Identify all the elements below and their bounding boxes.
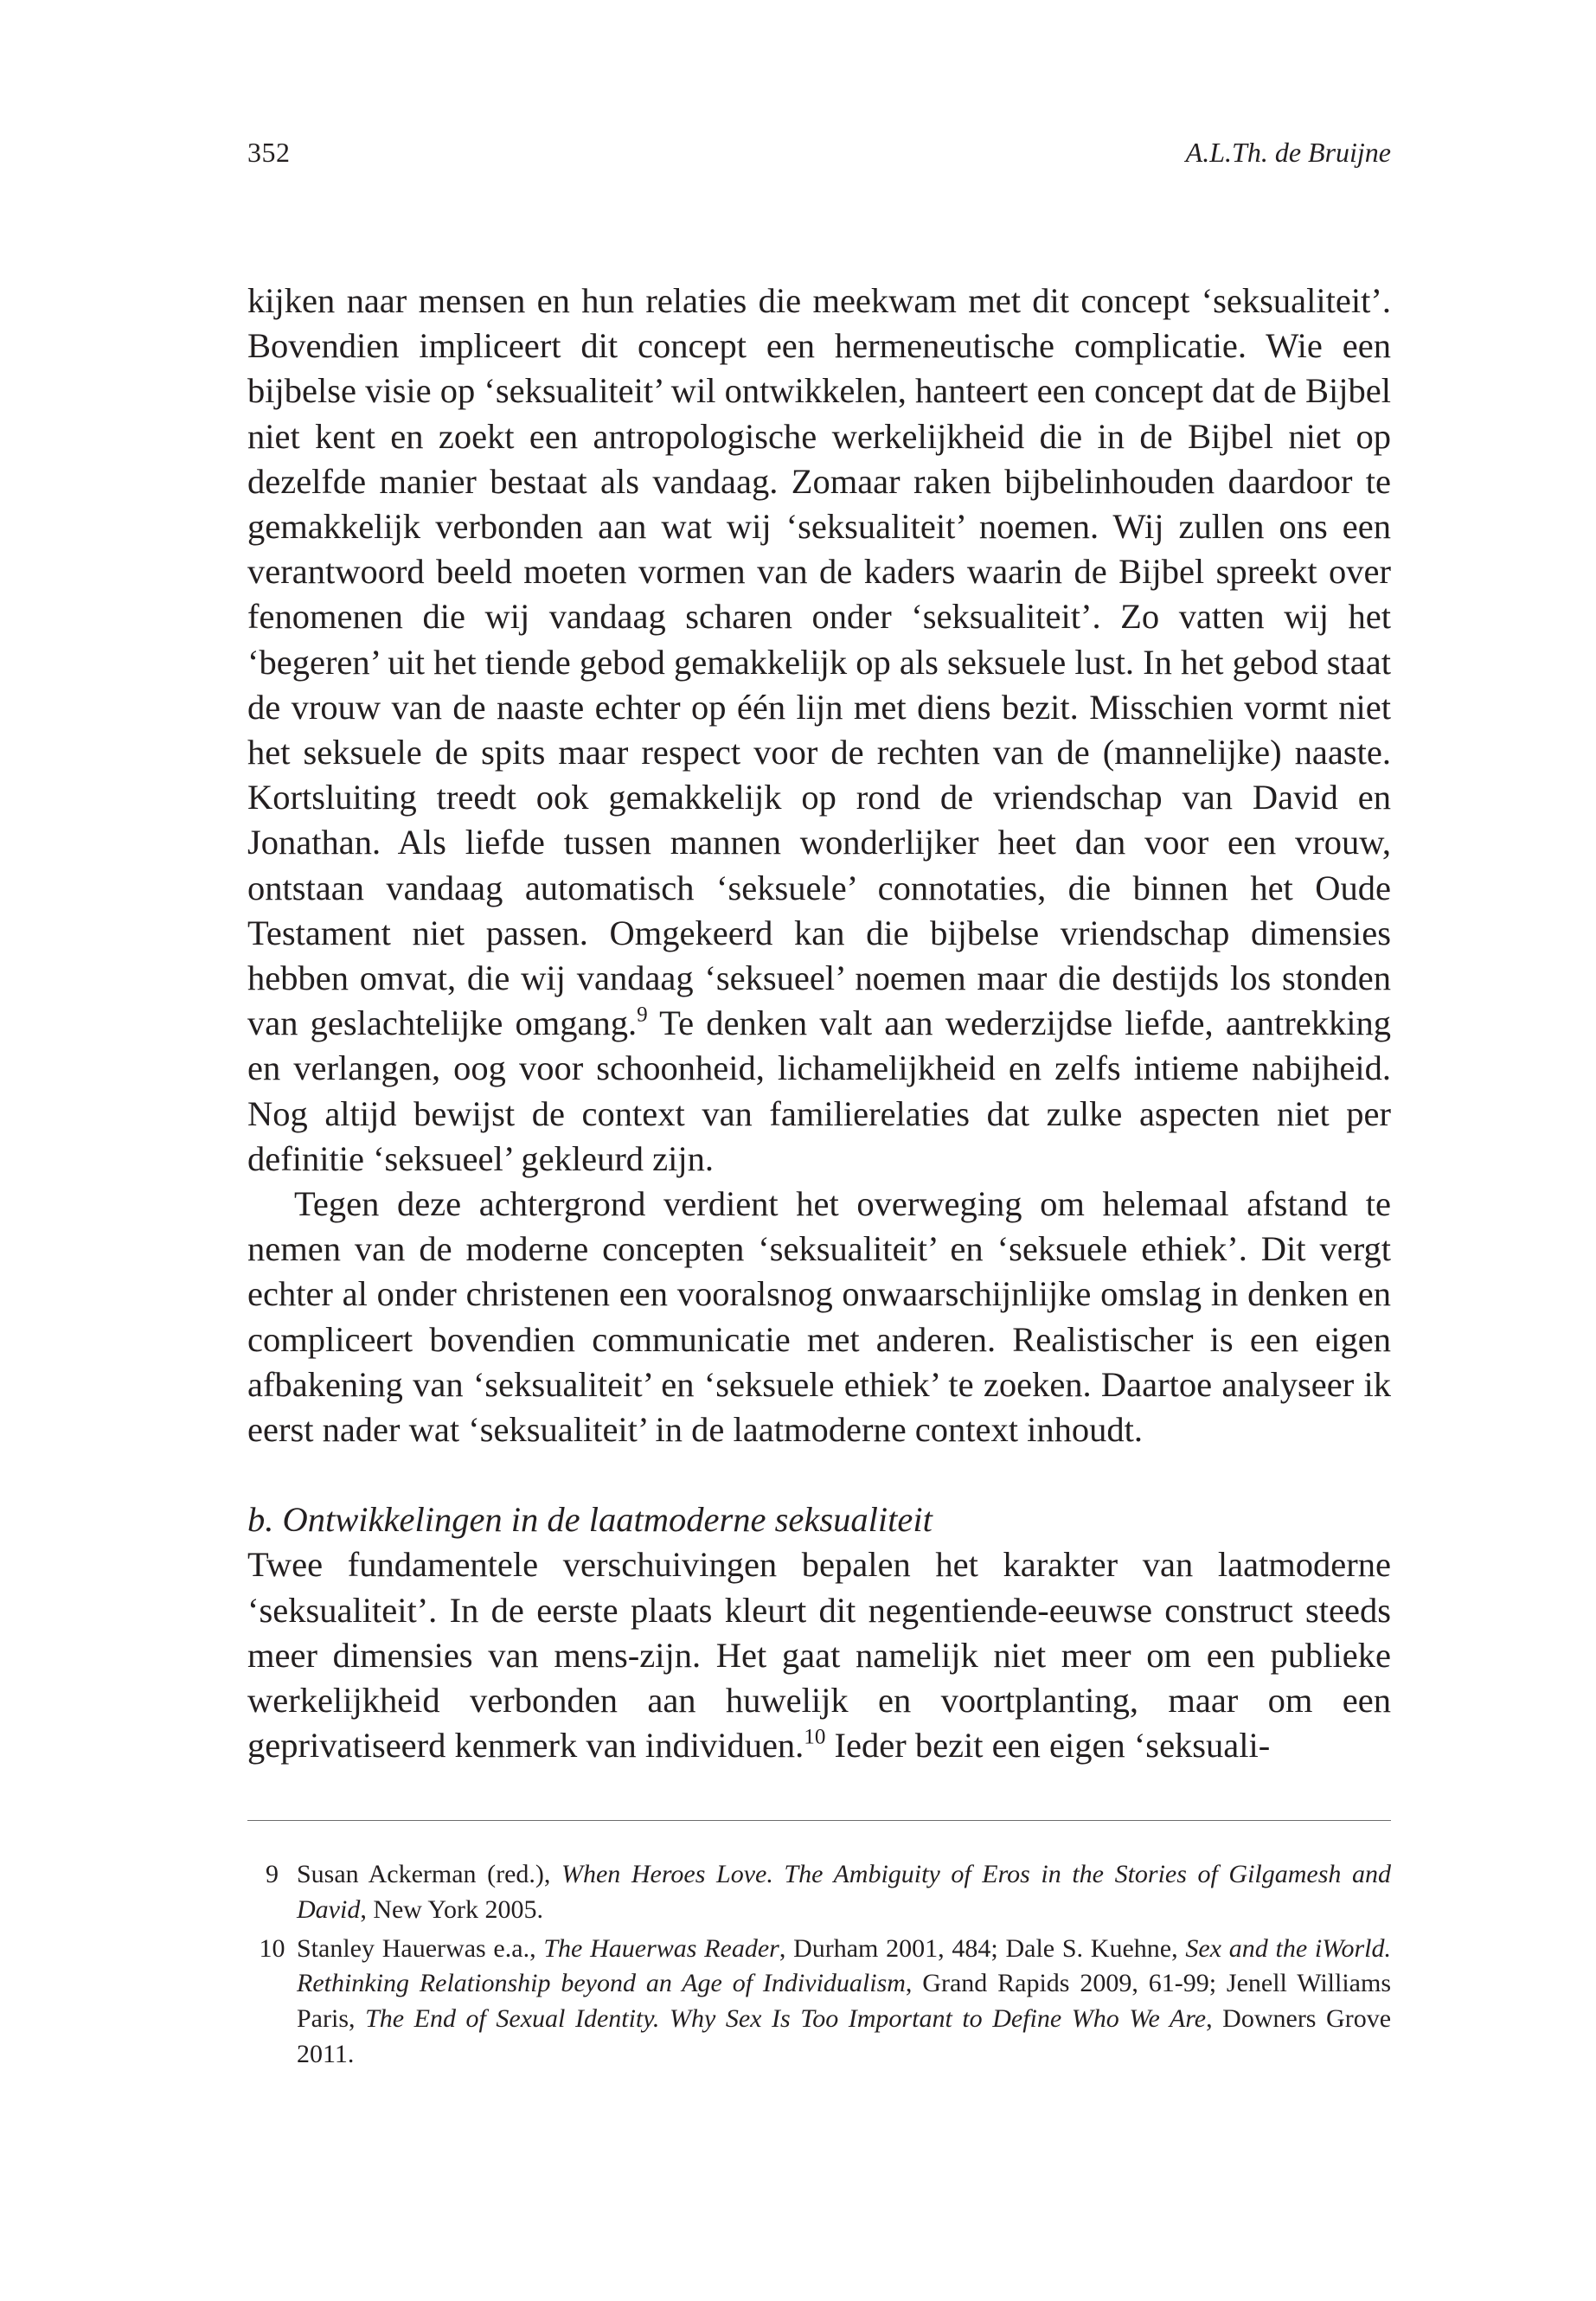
- footnote-title: Sex and the iWorld. Rethinking Relationship beyond an Age of Individualism: [297, 1933, 1391, 1998]
- footnote-text: [297, 1857, 1391, 1928]
- paragraph-text: Te denken valt aan wederzijdse liefde, aantrekking en verlangen, oog voor schoonheid, lichamelijkheid en zelfs intieme nabijheid. Nog altijd bewijst de context van familierelaties dat zulke aspecten niet per definitie ‘seksueel’ gekleurd zijn.: [247, 1003, 1391, 1178]
- paragraph-text: Twee fundamentele verschuivingen bepalen het karakter van laatmoderne ‘seksualiteit’. In de eerste plaats kleurt dit negentiende-eeuwse construct steeds meer dimensies van mens-zijn. Het gaat namelijk niet meer om een publieke werkelijkheid verbonden aan huwelijk en voortplanting, maar om een geprivatiseerd kenmerk van individuen.: [247, 1545, 1391, 1766]
- footnote-reference[interactable]: 10: [804, 1725, 826, 1749]
- footnote-text-part: Susan Ackerman (red.),: [297, 1860, 561, 1888]
- footnote-title: When Heroes Love. The Ambiguity of Eros in the Stories of Gilgamesh and David: [297, 1860, 1391, 1924]
- paragraph-text: Ieder bezit een eigen ‘seksuali-: [825, 1726, 1271, 1766]
- footnote-text-part: Stanley Hauerwas e.a.,: [297, 1933, 544, 1963]
- section-heading: b. Ontwikkelingen in de laatmoderne seksualiteit: [247, 1500, 933, 1540]
- running-head-author: A.L.Th. de Bruijne: [1185, 137, 1391, 168]
- footnote-reference[interactable]: 9: [637, 1003, 648, 1027]
- footnote-text-part: , Durham 2001, 484; Dale S. Kuehne,: [779, 1933, 1186, 1963]
- footnote-text-part: , New York 2005.: [360, 1894, 544, 1924]
- paragraph-text: kijken naar mensen en hun relaties die meekwam met dit concept ‘seksualiteit’. Bovendien impliceert dit concept een hermeneutische complicatie. Wie een bijbelse visie op ‘seksualiteit’ wil ontwikkelen, hanteert een concept dat de Bijbel niet kent en zoekt een antropologische werkelijkheid die in de Bijbel niet op dezelfde manier bestaat als vandaag. Zomaar raken bijbelinhouden daardoor te gemakkelijk verbonden aan wat wij ‘seksualiteit’ noemen. Wij zullen ons een verantwoord beeld moeten vormen van de kaders waarin de Bijbel spreekt over fenomenen die wij vandaag scharen onder ‘seksualiteit’. Zo vatten wij het ‘begeren’ uit het tiende gebod gemakkelijk op als seksuele lust. In het gebod staat de vrouw van de naaste echter op één lijn met diens bezit. Misschien vormt niet het seksuele de spits maar respect voor de rechten van de (mannelijke) naaste. Kortsluiting treedt ook gemakkelijk op rond de vriendschap van David en Jonathan. Als liefde tussen mannen wonderlijker heet dan voor een vrouw, ontstaan vandaag automatisch ‘seksuele’ connotaties, die binnen het Oude Testament niet passen. Omgekeerd kan die bijbelse vriendschap dimensies hebben omvat, die wij vandaag ‘seksueel’ noemen maar die destijds los stonden van geslachtelijke omgang.: [247, 281, 1391, 1043]
- footnote: [247, 1857, 1391, 1928]
- footnote-text-part: , Grand Rapids 2009, 61-99; Jenell Williams Paris,: [297, 1969, 1392, 2034]
- footnote-title: The End of Sexual Identity. Why Sex Is Too Important to Define Who We Are: [365, 2004, 1207, 2034]
- footnote-number: 10: [259, 1933, 285, 1963]
- footnotes: [247, 1857, 1391, 2076]
- paragraph: [247, 1542, 1391, 1768]
- paragraph: Tegen deze achtergrond verdient het overweging om helemaal afstand te nemen van de moderne concepten ‘seksualiteit’ en ‘seksuele ethiek’. Dit vergt echter al onder christenen een vooralsnog onwaarschijnlijke omslag in denken en compliceert bovendien communicatie met anderen. Realistischer is een eigen afbakening van ‘seksualiteit’ en ‘seksuele ethiek’ te zoeken. Daartoe analyseer ik eerst nader wat ‘seksualiteit’ in de laatmoderne context inhoudt.: [247, 1184, 1391, 1450]
- footnote-divider: [247, 1820, 1391, 1821]
- footnote-text-part: , Downers Grove 2011.: [297, 2004, 1392, 2068]
- paragraph: [247, 279, 1391, 1182]
- footnote-title: The Hauerwas Reader: [543, 1933, 779, 1963]
- footnote-text: [297, 1932, 1391, 2073]
- page-number: 352: [247, 137, 291, 168]
- footnote-number: 9: [266, 1860, 279, 1888]
- footnote: [247, 1932, 1391, 2073]
- main-text: [247, 279, 1391, 1769]
